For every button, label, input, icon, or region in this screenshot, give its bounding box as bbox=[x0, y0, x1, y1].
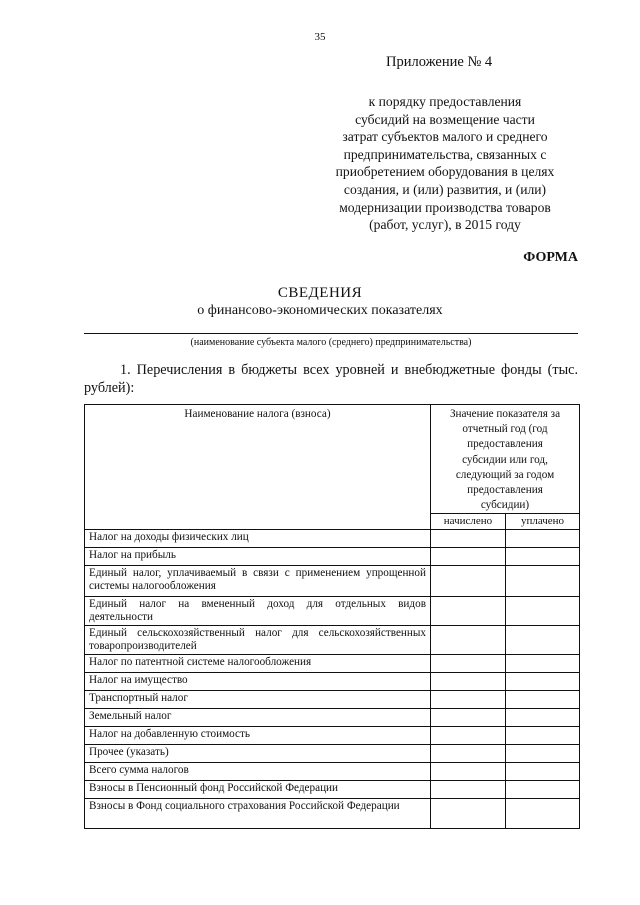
tax-name: Взносы в Фонд социального страхования Российской Федерации bbox=[85, 799, 431, 829]
subtitle-line: субсидий на возмещение части bbox=[355, 111, 535, 127]
paid-cell[interactable] bbox=[506, 763, 580, 781]
tax-payments-table bbox=[84, 404, 580, 829]
tax-name: Единый сельскохозяйственный налог для сельскохозяйственных товаропроизводителей bbox=[85, 626, 431, 655]
paid-cell[interactable] bbox=[506, 745, 580, 763]
entity-name-line[interactable] bbox=[84, 333, 578, 334]
paid-cell[interactable] bbox=[506, 691, 580, 709]
accrued-header: начислено bbox=[431, 514, 506, 530]
subtitle-line: приобретением оборудования в целях bbox=[335, 164, 555, 180]
accrued-cell[interactable] bbox=[431, 566, 506, 597]
tax-name-header: Наименование налога (взноса) bbox=[85, 405, 431, 530]
tax-name: Налог на имущество bbox=[85, 673, 431, 691]
section-1-heading: 1. Перечисления в бюджеты всех уровней и внебюджетные фонды (тыс. рублей): bbox=[84, 362, 578, 396]
table-row bbox=[85, 548, 580, 566]
accrued-cell[interactable] bbox=[431, 655, 506, 673]
header-line: субсидии) bbox=[480, 499, 530, 512]
document-title: СВЕДЕНИЯ bbox=[277, 285, 363, 301]
tax-name: Земельный налог bbox=[85, 709, 431, 727]
subtitle-line: модернизации производства товаров bbox=[339, 199, 551, 215]
header-line: отчетный год (год bbox=[462, 423, 548, 436]
appendix-label: Приложение № 4 bbox=[386, 54, 493, 70]
tax-name: Налог на прибыль bbox=[85, 548, 431, 566]
paid-cell[interactable] bbox=[506, 626, 580, 655]
paid-cell[interactable] bbox=[506, 781, 580, 799]
table-row bbox=[85, 673, 580, 691]
table-row bbox=[85, 530, 580, 548]
accrued-cell[interactable] bbox=[431, 530, 506, 548]
table-row bbox=[85, 799, 580, 829]
entity-name-caption: (наименование субъекта малого (среднего) предпринимательства) bbox=[190, 337, 472, 348]
form-label: ФОРМА bbox=[523, 250, 578, 265]
table-row bbox=[85, 727, 580, 745]
paid-cell[interactable] bbox=[506, 727, 580, 745]
table-row bbox=[85, 709, 580, 727]
accrued-cell[interactable] bbox=[431, 781, 506, 799]
table-row bbox=[85, 745, 580, 763]
table-row bbox=[85, 691, 580, 709]
page-number: 35 bbox=[314, 31, 326, 43]
paid-cell[interactable] bbox=[506, 673, 580, 691]
tax-name: Транспортный налог bbox=[85, 691, 431, 709]
table-row bbox=[85, 655, 580, 673]
document-subtitle: о финансово-экономических показателях bbox=[197, 303, 443, 318]
header-line: Значение показателя за bbox=[449, 408, 561, 420]
accrued-cell[interactable] bbox=[431, 548, 506, 566]
tax-name: Налог на доходы физических лиц bbox=[85, 530, 431, 548]
paid-cell[interactable] bbox=[506, 799, 580, 829]
accrued-cell[interactable] bbox=[431, 691, 506, 709]
tax-name: Единый налог, уплачиваемый в связи с применением упрощенной системы налогообложения bbox=[85, 566, 431, 597]
header-line: предоставления bbox=[467, 484, 543, 497]
tax-name: Всего сумма налогов bbox=[85, 763, 431, 781]
tax-name: Налог на добавленную стоимость bbox=[85, 727, 431, 745]
accrued-cell[interactable] bbox=[431, 709, 506, 727]
appendix-subtitle bbox=[310, 93, 580, 234]
accrued-cell[interactable] bbox=[431, 745, 506, 763]
header-line: следующий за годом bbox=[455, 468, 555, 481]
header-line: предоставления bbox=[467, 438, 543, 451]
subtitle-line: предпринимательства, связанных с bbox=[343, 146, 547, 162]
subtitle-line: создания, и (или) развития, и (или) bbox=[343, 181, 547, 197]
accrued-cell[interactable] bbox=[431, 799, 506, 829]
table-row bbox=[85, 597, 580, 626]
paid-cell[interactable] bbox=[506, 530, 580, 548]
table-row bbox=[85, 781, 580, 799]
table-row bbox=[85, 763, 580, 781]
accrued-cell[interactable] bbox=[431, 673, 506, 691]
paid-cell[interactable] bbox=[506, 566, 580, 597]
paid-cell[interactable] bbox=[506, 709, 580, 727]
indicator-value-header bbox=[431, 405, 580, 514]
paid-cell[interactable] bbox=[506, 548, 580, 566]
tax-name: Взносы в Пенсионный фонд Российской Федерации bbox=[85, 781, 431, 799]
tax-name: Налог по патентной системе налогообложения bbox=[85, 655, 431, 673]
accrued-cell[interactable] bbox=[431, 597, 506, 626]
tax-name: Прочее (указать) bbox=[85, 745, 431, 763]
accrued-cell[interactable] bbox=[431, 763, 506, 781]
subtitle-line: к порядку предоставления bbox=[368, 94, 522, 109]
subtitle-line: затрат субъектов малого и среднего bbox=[342, 129, 548, 145]
table-row bbox=[85, 566, 580, 597]
paid-cell[interactable] bbox=[506, 597, 580, 626]
table-row bbox=[85, 626, 580, 655]
accrued-cell[interactable] bbox=[431, 626, 506, 655]
paid-header: уплачено bbox=[506, 514, 580, 530]
tax-name: Единый налог на вмененный доход для отдельных видов деятельности bbox=[85, 597, 431, 626]
paid-cell[interactable] bbox=[506, 655, 580, 673]
header-line: субсидии или год, bbox=[462, 453, 548, 466]
subtitle-line: (работ, услуг), в 2015 году bbox=[369, 217, 521, 233]
accrued-cell[interactable] bbox=[431, 727, 506, 745]
